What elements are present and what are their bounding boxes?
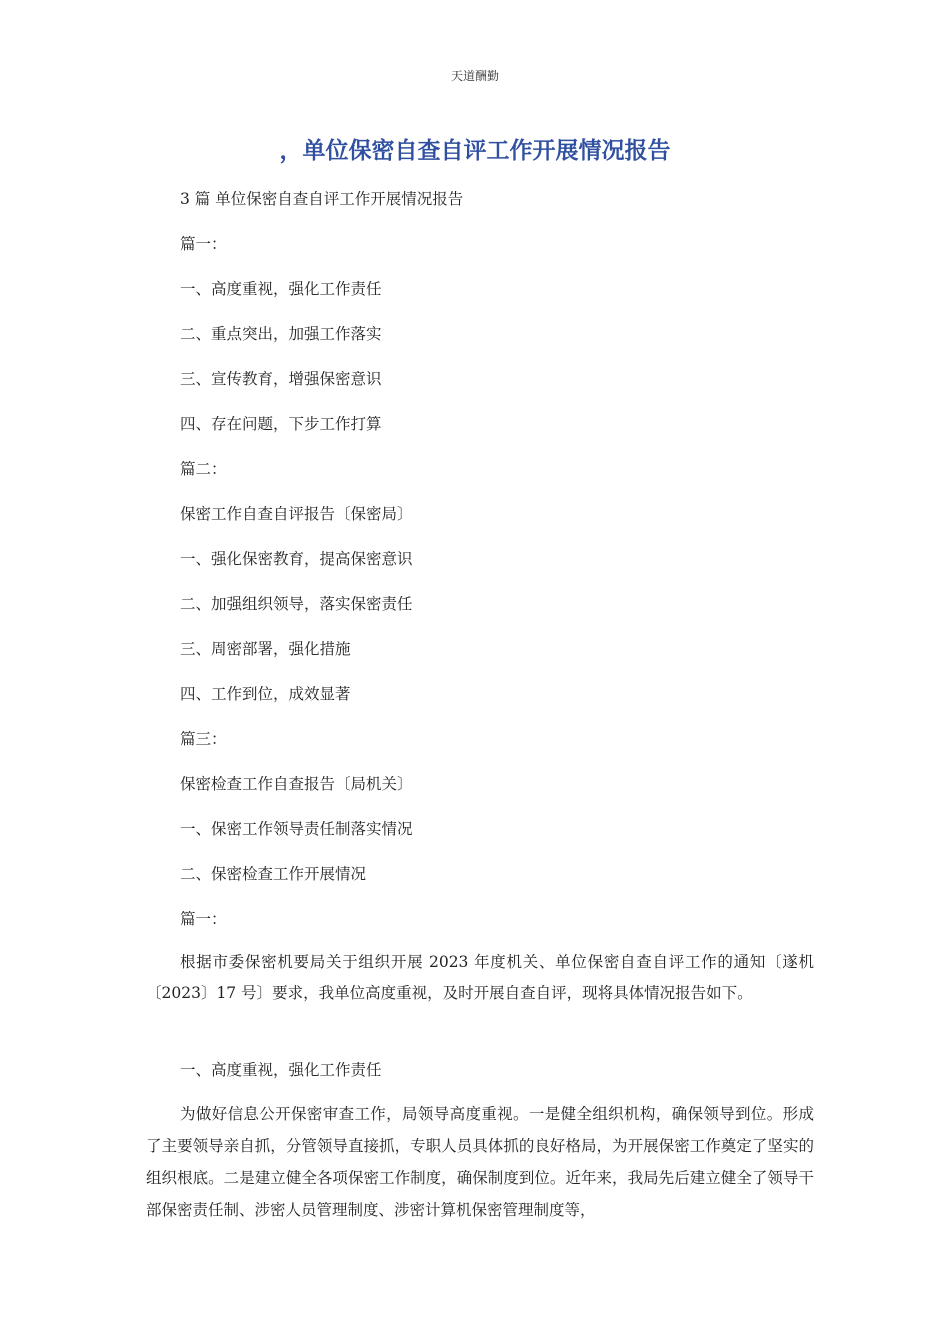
outline-item: 一、保密工作领导责任制落实情况 bbox=[180, 820, 413, 838]
outline-item: 一、强化保密教育，提高保密意识 bbox=[180, 550, 413, 568]
outline-item: 二、加强组织领导，落实保密责任 bbox=[180, 595, 413, 613]
outline-item: 三、周密部署，强化措施 bbox=[180, 640, 351, 658]
outline-item: 篇二： bbox=[180, 460, 227, 478]
outline-item: 保密检查工作自查报告〔局机关〕 bbox=[180, 775, 413, 793]
outline-item: 一、高度重视，强化工作责任 bbox=[180, 280, 382, 298]
outline-item: 篇三： bbox=[180, 730, 227, 748]
intro-paragraph: 根据市委保密机要局关于组织开展 2023 年度机关、单位保密自查自评工作的通知〔遂机〔2023〕17 号〕要求，我单位高度重视，及时开展自查自评，现将具体情况报告如下。 bbox=[146, 953, 814, 1002]
outline-item: 篇一： bbox=[180, 910, 227, 928]
document-title: ，单位保密自查自评工作开展情况报告 bbox=[279, 138, 671, 164]
outline-item: 三、宣传教育，增强保密意识 bbox=[180, 370, 382, 388]
section-heading: 一、高度重视，强化工作责任 bbox=[180, 1061, 382, 1079]
outline-item: 二、重点突出，加强工作落实 bbox=[180, 325, 382, 343]
page-header: 天道酬勤 bbox=[450, 69, 499, 83]
outline-item: 保密工作自查自评报告〔保密局〕 bbox=[180, 505, 413, 523]
outline-item: 四、存在问题，下步工作打算 bbox=[180, 415, 382, 433]
document-subtitle: 3 篇 单位保密自查自评工作开展情况报告 bbox=[180, 190, 464, 208]
body-paragraph: 为做好信息公开保密审查工作，局领导高度重视。一是健全组织机构，确保领导到位。形成了主要领导亲自抓，分管领导直接抓，专职人员具体抓的良好格局，为开展保密工作奠定了坚实的组织根底。二是建立健全各项保密工作制度，确保制度到位。近年来，我局先后建立健全了领导干部保密责任制、涉密人员管理制度、涉密计算机保密管理制度等， bbox=[146, 1105, 814, 1219]
outline-item: 篇一： bbox=[180, 235, 227, 253]
outline-item: 二、保密检查工作开展情况 bbox=[180, 865, 367, 883]
outline-item: 四、工作到位，成效显著 bbox=[180, 685, 351, 703]
